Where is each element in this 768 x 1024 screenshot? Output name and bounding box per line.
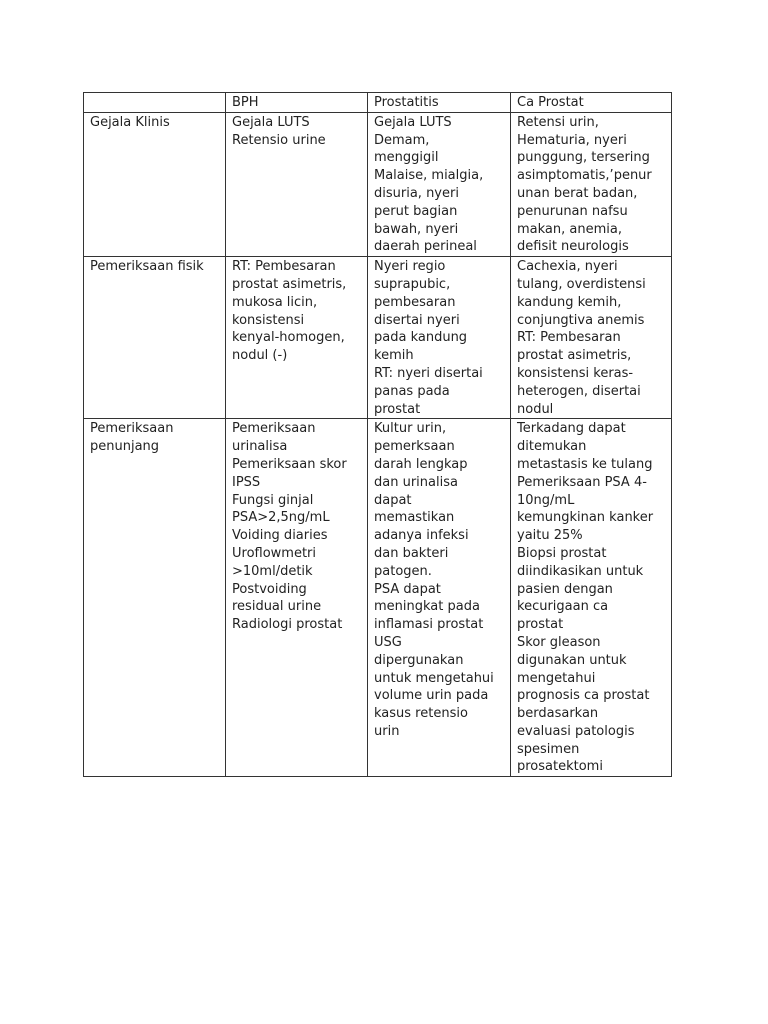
cell-text-line: >10ml/detik [232,563,313,579]
header-cell-empty [84,93,226,113]
cell-text-line: inflamasi prostat [374,617,484,633]
cell-text-line: urin [374,723,400,739]
cell-text-line: dapat [374,492,412,508]
row-pemeriksaan-fisik [84,257,672,419]
prostatitis-cell [368,112,511,256]
cell-text-line: RT: nyeri disertai [374,365,483,381]
ca-prostat-cell [511,257,672,419]
cell-text-line: Terkadang dapat [517,421,626,437]
cell-text-line: Retensio urine [232,132,326,148]
cell-text-line: pasien dengan [517,581,613,597]
cell-text-line: kemih [374,348,414,364]
cell-text-line: disuria, nyeri [374,185,459,201]
cell-text-line: Voiding diaries [232,528,328,544]
cell-text-line: IPSS [232,474,261,490]
cell-text-line: dan bakteri [374,545,449,561]
cell-text-line: darah lengkap [374,456,468,472]
cell-text-line: Pemeriksaan [90,421,174,437]
comparison-table [83,92,672,777]
cell-text-line: memastikan [374,510,455,526]
cell-text-line: prosatektomi [517,759,603,775]
cell-text-line: Kultur urin, [374,421,447,437]
cell-text-line: Pemeriksaan fisik [90,259,204,275]
cell-text-line: RT: Pembesaran [232,259,336,275]
cell-text-line: kasus retensio [374,706,468,722]
cell-text-line: Gejala LUTS [374,114,452,130]
cell-text-line: asimptomatis,’penur [517,168,652,184]
cell-text-line: Gejala LUTS [232,114,310,130]
ca-prostat-cell [511,112,672,256]
cell-text-line: konsistensi [232,312,305,328]
cell-text-line: panas pada [374,383,450,399]
cell-text-line: evaluasi patologis [517,723,635,739]
bph-cell [226,112,368,256]
cell-text-line: ditemukan [517,439,587,455]
cell-text-line: conjungtiva anemis [517,312,645,328]
cell-text-line: Pemeriksaan skor [232,456,347,472]
cell-text-line: daerah perineal [374,239,477,255]
cell-text-line: penurunan nafsu [517,203,628,219]
header-cell-ca-prostat: Ca Prostat [511,93,672,113]
cell-text-line: heterogen, disertai [517,383,641,399]
cell-text-line: metastasis ke tulang [517,456,653,472]
cell-text-line: adanya infeksi [374,528,469,544]
cell-text-line: dan urinalisa [374,474,458,490]
row-label-cell [84,257,226,419]
cell-text-line: dipergunakan [374,652,464,668]
cell-text-line: USG [374,634,402,650]
table-header-row [84,93,672,113]
cell-text-line: unan berat badan, [517,185,638,201]
cell-text-line: Gejala Klinis [90,114,170,130]
cell-text-line: meningkat pada [374,599,480,615]
cell-text-line: Fungsi ginjal [232,492,314,508]
cell-text-line: nodul (-) [232,348,288,364]
cell-text-line: makan, anemia, [517,221,622,237]
cell-text-line: Postvoiding [232,581,307,597]
cell-text-line: Pemeriksaan [232,421,316,437]
ca-prostat-cell [511,419,672,777]
cell-text-line: kemungkinan kanker [517,510,654,526]
cell-text-line: Biopsi prostat [517,545,607,561]
cell-text-line: Skor gleason [517,634,601,650]
cell-text-line: pembesaran [374,294,456,310]
cell-text-line: Uroflowmetri [232,545,317,561]
row-label-cell [84,112,226,256]
cell-text-line: menggigil [374,150,439,166]
row-label-cell [84,419,226,777]
cell-text-line: kenyal-homogen, [232,330,345,346]
cell-text-line: berdasarkan [517,706,599,722]
cell-text-line: suprapubic, [374,276,451,292]
cell-text-line: prostat asimetris, [232,276,347,292]
cell-text-line: PSA>2,5ng/mL [232,510,330,526]
cell-text-line: tulang, overdistensi [517,276,646,292]
bph-cell [226,257,368,419]
cell-text-line: penunjang [90,439,160,455]
cell-text-line: mengetahui [517,670,596,686]
cell-text-line: residual urine [232,599,322,615]
cell-text-line: konsistensi keras- [517,365,634,381]
cell-text-line: 10ng/mL [517,492,575,508]
cell-text-line: pada kandung [374,330,468,346]
cell-text-line: prostat asimetris, [517,348,632,364]
cell-text-line: yaitu 25% [517,528,583,544]
bph-cell [226,419,368,777]
cell-text-line: Retensi urin, [517,114,599,130]
row-gejala-klinis [84,112,672,256]
cell-text-line: nodul [517,401,554,417]
cell-text-line: pemerksaan [374,439,455,455]
header-cell-prostatitis: Prostatitis [368,93,511,113]
cell-text-line: RT: Pembesaran [517,330,621,346]
cell-text-line: diindikasikan untuk [517,563,644,579]
header-cell-bph: BPH [226,93,368,113]
cell-text-line: prostat [374,401,421,417]
cell-text-line: prostat [517,617,564,633]
cell-text-line: defisit neurologis [517,239,629,255]
cell-text-line: untuk mengetahui [374,670,494,686]
cell-text-line: digunakan untuk [517,652,627,668]
cell-text-line: urinalisa [232,439,288,455]
row-pemeriksaan-penunjang [84,419,672,777]
cell-text-line: spesimen [517,741,580,757]
cell-text-line: volume urin pada [374,688,489,704]
cell-text-line: Radiologi prostat [232,617,343,633]
prostatitis-cell [368,257,511,419]
cell-text-line: Pemeriksaan PSA 4- [517,474,647,490]
cell-text-line: patogen. [374,563,432,579]
cell-text-line: punggung, tersering [517,150,650,166]
cell-text-line: perut bagian [374,203,458,219]
cell-text-line: disertai nyeri [374,312,460,328]
cell-text-line: Hematuria, nyeri [517,132,627,148]
cell-text-line: kandung kemih, [517,294,622,310]
cell-text-line: Malaise, mialgia, [374,168,484,184]
cell-text-line: prognosis ca prostat [517,688,650,704]
cell-text-line: mukosa licin, [232,294,318,310]
cell-text-line: Demam, [374,132,430,148]
cell-text-line: bawah, nyeri [374,221,459,237]
cell-text-line: kecurigaan ca [517,599,609,615]
cell-text-line: PSA dapat [374,581,441,597]
prostatitis-cell [368,419,511,777]
cell-text-line: Cachexia, nyeri [517,259,618,275]
cell-text-line: Nyeri regio [374,259,446,275]
